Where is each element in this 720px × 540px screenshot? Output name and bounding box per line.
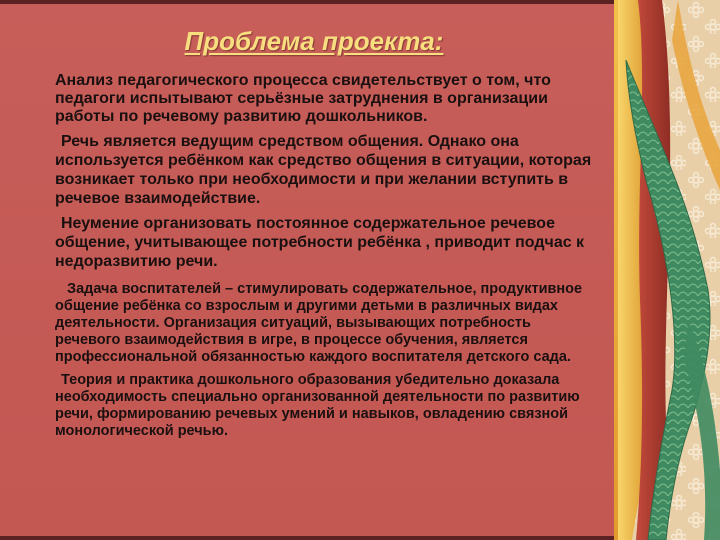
paragraph-inability: Неумение организовать постоянное содержательное речевое общение, учитывающее потребности ребёнка , приводит подчас к недоразвитию речи.	[55, 215, 585, 270]
decorative-side-panel	[618, 0, 720, 540]
slide-body	[55, 72, 600, 440]
paragraph-educators-task: Задача воспитателей – стимулировать содержательное, продуктивное общение ребёнка со взрослым и другими детьми в различных видах деятельности. Организация ситуаций, вызывающих потребность речевого взаимодействия в игре, в процессе обучения, является профессиональной обязанностью каждого воспитателя детского сада.	[55, 281, 583, 365]
paragraph-theory-practice: Теория и практика дошкольного образования убедительно доказала необходимость специально организованной деятельности по развитию речи, формированию речевых умений и навыков, овладению связной монологической речью.	[55, 372, 580, 439]
top-band	[0, 0, 620, 4]
bottom-band	[0, 536, 620, 540]
paragraph-speech-role: Речь является ведущим средством общения. Однако она используется ребёнком как средство общения в ситуации, которая возникает только при необходимости и при желании вступить в речевое взаимодействие.	[55, 133, 592, 207]
slide-title: Проблема проекта:	[184, 26, 444, 56]
paragraph-analysis: Анализ педагогического процесса свидетельствует о том, что педагоги испытывают серьёзные затруднения в организации работы по речевому развитию дошкольников.	[55, 72, 551, 125]
divider-line	[614, 0, 618, 540]
